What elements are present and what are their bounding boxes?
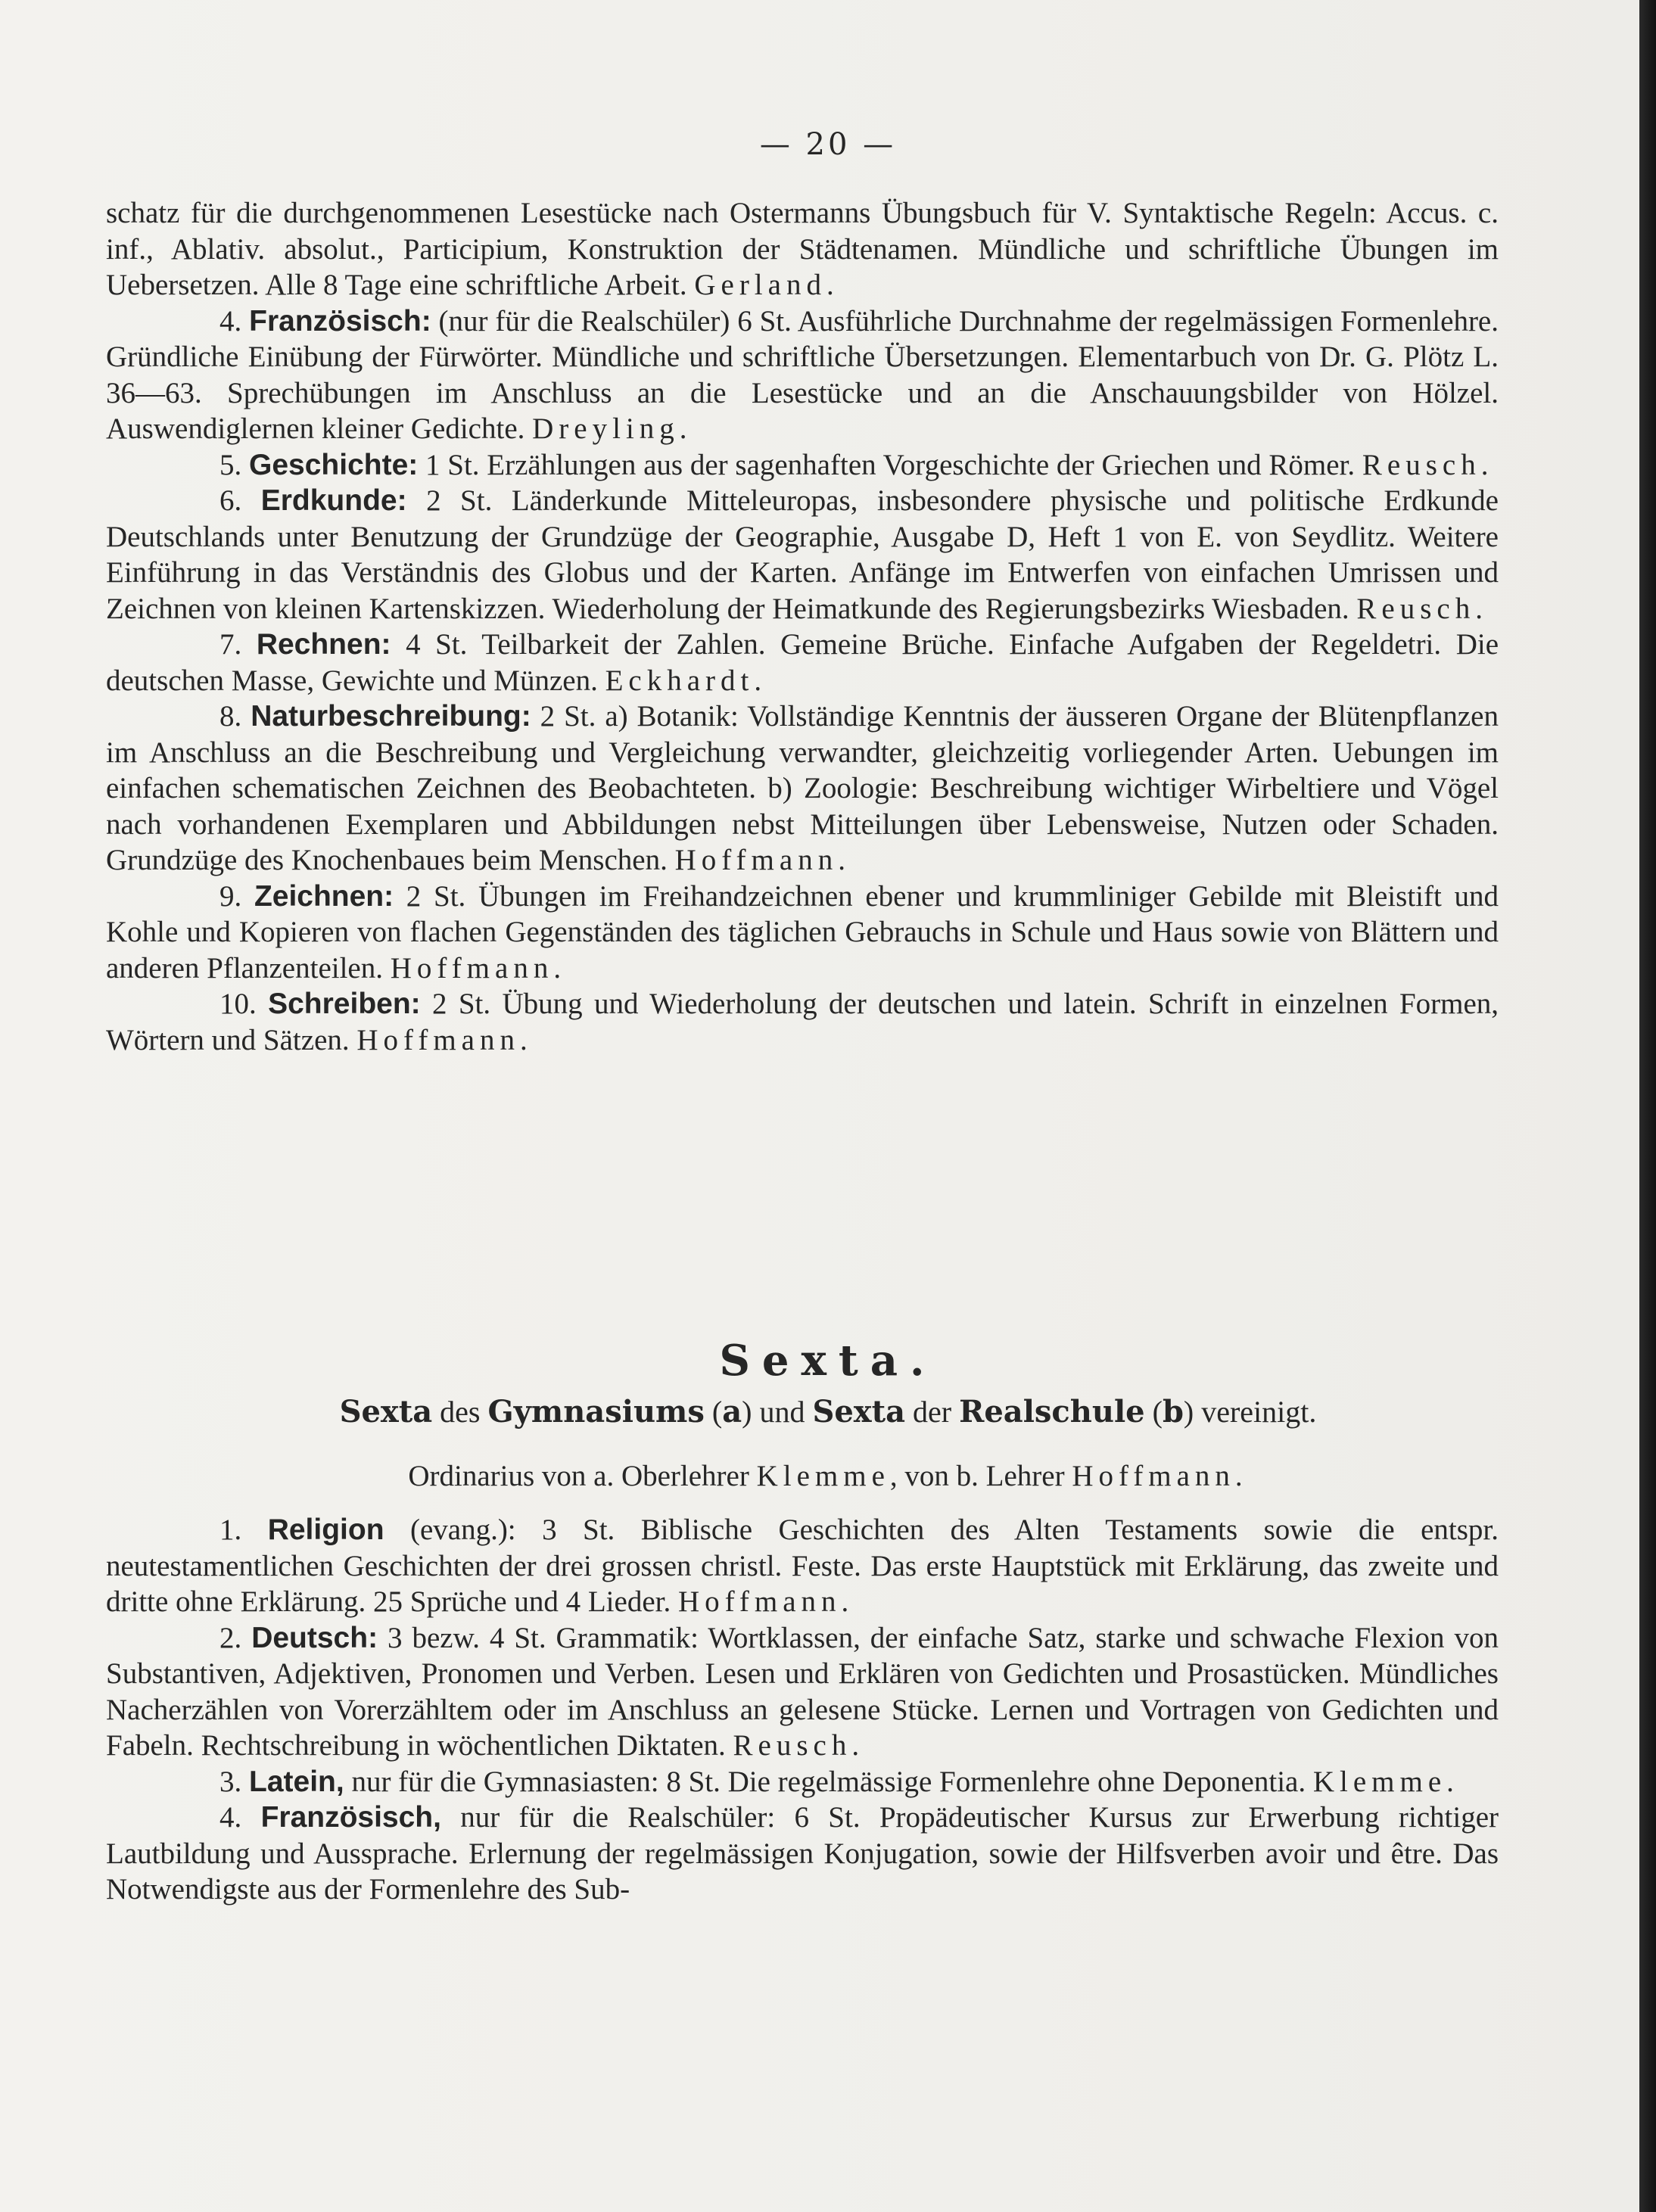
section-subtitle: Sexta des Gymnasiums (a) und Sexta der Realschule (b) vereinigt.	[339, 1394, 1317, 1430]
ordinarius-line: Ordinarius von a. Oberlehrer Klemme, von b. Lehrer Hoffmann.	[408, 1460, 1248, 1492]
teacher-name: Hoffmann.	[356, 1023, 533, 1056]
subject-heading: Schreiben:	[268, 988, 421, 1020]
teacher-name: Gerland.	[694, 269, 839, 301]
subject-heading: Latein,	[249, 1765, 344, 1798]
paragraph-latein: 3. Latein, nur für die Gymnasiasten: 8 St. Die regelmässige Formenlehre ohne Deponentia. Klemme.	[219, 1765, 1459, 1798]
paragraph-schreiben: 10. Schreiben: 2 St. Übung und Wiederholung der deutschen und latein. Schrift in einzelnen Formen, Wörtern und Sätzen. Hoffmann.	[106, 988, 1499, 1056]
subject-heading: Rechnen:	[256, 628, 391, 661]
body-text-bottom	[106, 1512, 1499, 1908]
teacher-name: Dreyling.	[532, 412, 693, 445]
paragraph-continuation: schatz für die durchgenommenen Lesestücke nach Ostermanns Übungsbuch für V. Syntaktische Regeln: Accus. c. inf., Ablativ. absolut., Participium, Konstruktion der Städtenamen. Mündliche und schriftliche Übungen im Uebersetzen. Alle 8 Tage eine schriftliche Arbeit. Gerland.	[106, 197, 1499, 301]
subject-heading: Französisch:	[249, 304, 431, 338]
page-number: — 20 —	[759, 127, 897, 162]
paragraph-franzoesisch-sexta: 4. Französisch, nur für die Realschüler: 6 St. Propädeutischer Kursus zur Erwerbung richtiger Lautbildung und Aussprache. Erlernung der regelmässigen Konjugation, sowie der Hilfsverben avoir und être. Das Notwendigste aus der Formenlehre des Sub-	[106, 1801, 1499, 1906]
paragraph-franzoesisch: 4. Französisch: (nur für die Realschüler) 6 St. Ausführliche Durchnahme der regelmässigen Formenlehre. Gründliche Einübung der Fürwörter. Mündliche und schriftliche Übersetzungen. Elementarbuch von Dr. G. Plötz L. 36—63. Sprechübungen im Anschluss an die Lesestücke und an die Anschauungsbilder von Hölzel. Auswendiglernen kleiner Gedichte. Dreyling.	[106, 304, 1499, 445]
subject-heading: Deutsch:	[251, 1621, 378, 1654]
subject-heading: Französisch,	[260, 1801, 441, 1834]
paragraph-deutsch: 2. Deutsch: 3 bezw. 4 St. Grammatik: Wortklassen, der einfache Satz, starke und schwache Flexion von Substantiven, Adjektiven, Pronomen und Verben. Lesen und Erklären von Gedichten und Prosastücken. Mündliches Nacherzählen von Vorerzähltem oder im Anschluss an gelesene Stücke. Lernen und Vortragen von Gedichten und Fabeln. Rechtschreibung in wöchentlichen Diktaten. Reusch.	[106, 1621, 1499, 1762]
paragraph-zeichnen: 9. Zeichnen: 2 St. Übungen im Freihandzeichnen ebener und krummliniger Gebilde mit Bleistift und Kohle und Kopieren von flachen Gegenständen des täglichen Gebrauchs in Schule und Haus sowie von Blättern und anderen Pflanzenteilen. Hoffmann.	[106, 879, 1499, 985]
paragraph-rechnen: 7. Rechnen: 4 St. Teilbarkeit der Zahlen. Gemeine Brüche. Einfache Aufgaben der Regeldetri. Die deutschen Masse, Gewichte und Münzen. Eckhardt.	[106, 628, 1499, 697]
teacher-name: Eckhardt.	[605, 664, 767, 697]
subject-heading: Religion	[267, 1514, 384, 1546]
subject-heading: Erdkunde:	[260, 484, 407, 517]
body-text-top	[106, 195, 1499, 1058]
scan-edge-shadow	[1639, 0, 1656, 2212]
teacher-name: Hoffmann.	[390, 951, 567, 985]
paragraph-religion: 1. Religion (evang.): 3 St. Biblische Geschichten des Alten Testaments sowie die entspr. neutestamentlichen Geschichten der drei grossen christl. Feste. Das erste Hauptstück mit Erklärung, das zweite und dritte ohne Erklärung. 25 Sprüche und 4 Lieder. Hoffmann.	[106, 1514, 1499, 1618]
teacher-name: Hoffmann.	[674, 844, 851, 876]
subject-heading: Zeichnen:	[254, 879, 394, 913]
teacher-name: Reusch.	[1356, 592, 1488, 625]
subject-heading: Geschichte:	[249, 448, 419, 481]
paragraph-naturbeschreibung: 8. Naturbeschreibung: 2 St. a) Botanik: Vollständige Kenntnis der äusseren Organe der Blütenpflanzen im Anschluss an die Beschreibung und Vergleichung verwandter, gleichzeitig vorliegender Arten. Uebungen im einfachen schematischen Zeichnen des Beobachteten. b) Zoologie: Beschreibung wichtiger Wirbeltiere und Vögel nach vorhandenen Exemplaren und Abbildungen nebst Mitteilungen über Lebensweise, Nutzen oder Schaden. Grundzüge des Knochenbaues beim Menschen. Hoffmann.	[106, 700, 1499, 876]
teacher-name: Klemme.	[1312, 1765, 1459, 1798]
teacher-name: Reusch.	[1362, 448, 1494, 481]
paragraph-geschichte: 5. Geschichte: 1 St. Erzählungen aus der sagenhaften Vorgeschichte der Griechen und Römer. Reusch.	[219, 448, 1494, 481]
section-title: Sexta.	[719, 1336, 937, 1386]
teacher-name: Hoffmann.	[677, 1585, 854, 1618]
subject-heading: Naturbeschreibung:	[251, 700, 531, 733]
paragraph-erdkunde: 6. Erdkunde: 2 St. Länderkunde Mitteleuropas, insbesondere physische und politische Erdkunde Deutschlands unter Benutzung der Grundzüge der Geographie, Ausgabe D, Heft 1 von E. von Seydlitz. Weitere Einführung in das Verständnis des Globus und der Karten. Anfänge im Entwerfen von einfachen Umrissen und Zeichnen von kleinen Kartenskizzen. Wiederholung der Heimatkunde des Regierungsbezirks Wiesbaden. Reusch.	[106, 484, 1499, 625]
teacher-name: Reusch.	[733, 1729, 865, 1762]
